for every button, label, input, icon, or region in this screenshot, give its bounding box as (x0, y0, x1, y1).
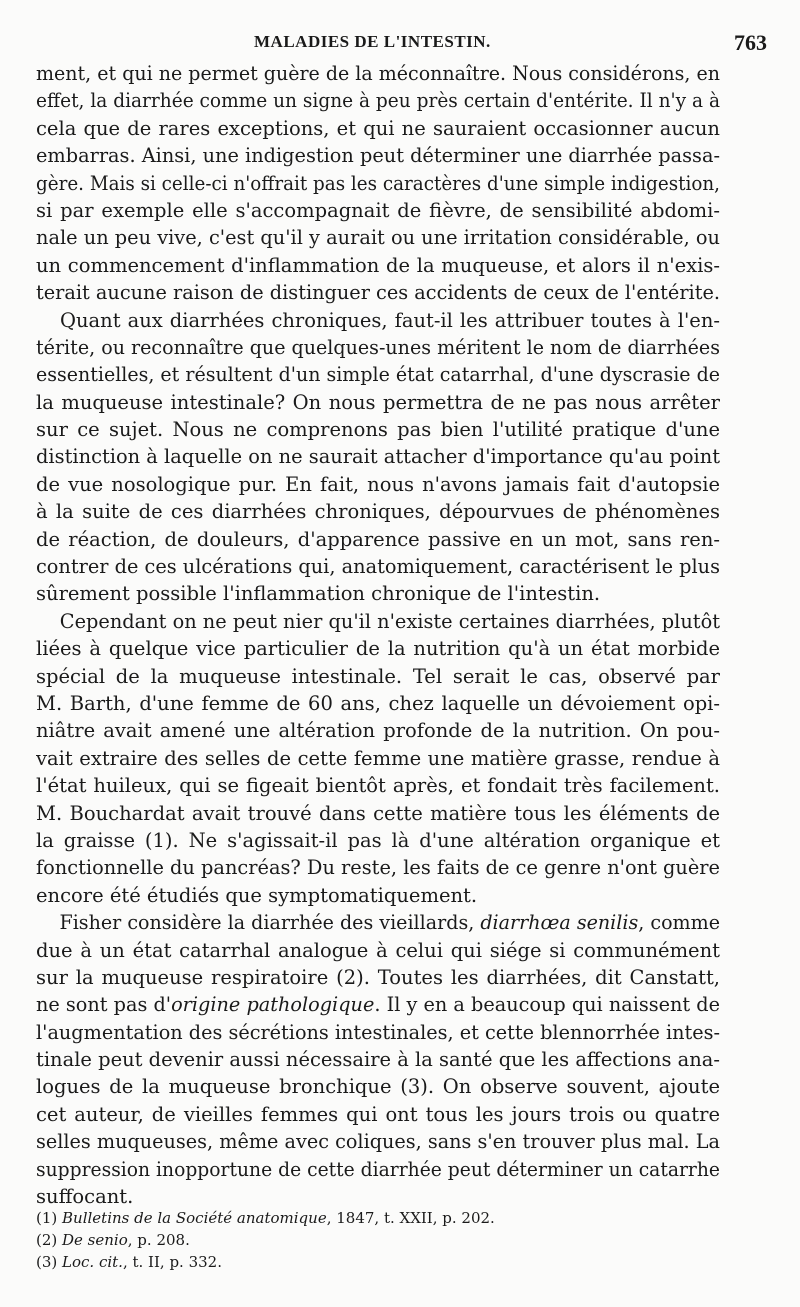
text-line-content: à la suite de ces diarrhées chroniques, dépourvues de phénomènes (36, 500, 720, 524)
text-line-content: embarras. Ainsi, une indigestion peut déterminer une diarrhée passa- (36, 144, 720, 168)
text-line-content: effet, la diarrhée comme un signe à peu près certain d'entérite. Il n'y a à (36, 89, 720, 113)
text-line (36, 279, 720, 306)
text-line (36, 224, 720, 251)
text-line (36, 772, 720, 799)
text-line (36, 60, 720, 87)
footnotes (36, 1207, 720, 1273)
text-line-content: l'état huileux, qui se figeait bientôt après, et fondait très facilement. (36, 774, 720, 798)
text-line-content: sur ce sujet. Nous ne comprenons pas bien l'utilité pratique d'une (36, 418, 720, 442)
text-line-content: térite, ou reconnaître que quelques-unes méritent le nom de diarrhées (36, 335, 720, 359)
text-line-content: M. Bouchardat avait trouvé dans cette matière tous les éléments de (36, 801, 720, 825)
text-line (36, 937, 720, 964)
text-line (36, 87, 720, 114)
text-line-content: liées à quelque vice particulier de la nutrition qu'à un état morbide (36, 637, 720, 661)
text-line (36, 827, 720, 854)
footnote: (2) De senio, p. 208. (36, 1231, 190, 1249)
text-line (36, 1073, 720, 1100)
text-line (36, 608, 720, 635)
text-line-content: terait aucune raison de distinguer ces accidents de ceux de l'entérite. (36, 281, 720, 305)
text-line-content: vait extraire des selles de cette femme une matière grasse, rendue à (36, 746, 720, 770)
text-line (36, 498, 720, 525)
text-line-content: tinale peut devenir aussi nécessaire à la santé que les affections ana- (36, 1048, 720, 1072)
text-line-content: M. Barth, d'une femme de 60 ans, chez laquelle un dévoiement opi- (36, 691, 720, 715)
text-line (36, 964, 720, 991)
text-line (36, 334, 720, 361)
text-line-content: gère. Mais si celle-ci n'offrait pas les caractères d'une simple indigestion, (36, 171, 720, 195)
text-line-content: sûrement possible l'inflammation chronique de l'intestin. (36, 582, 601, 606)
text-line (36, 580, 720, 607)
text-line (36, 170, 720, 197)
text-line-content: contrer de ces ulcérations qui, anatomiquement, caractérisent le plus (36, 555, 720, 579)
text-line-content: nale un peu vive, c'est qu'il y aurait ou une irritation considérable, ou (36, 226, 720, 250)
text-line-content: si par exemple elle s'accompagnait de fièvre, de sensibilité abdomi- (36, 198, 720, 222)
text-line (36, 115, 720, 142)
text-line-content: la muqueuse intestinale? On nous permettra de ne pas nous arrêter (36, 390, 720, 414)
text-line (36, 745, 720, 772)
text-line (36, 717, 720, 744)
text-line (36, 1046, 720, 1073)
text-line-content: Cependant on ne peut nier qu'il n'existe certaines diarrhées, plutôt (59, 609, 720, 633)
text-line (36, 690, 720, 717)
page-header (0, 30, 800, 56)
text-line-content: niâtre avait amené une altération profonde de la nutrition. On pou- (36, 719, 720, 743)
text-line-content: logues de la muqueuse bronchique (3). On observe souvent, ajoute (36, 1075, 720, 1099)
text-line-content: l'augmentation des sécrétions intestinales, et cette blennorrhée intes- (36, 1020, 720, 1044)
text-line-content: cela que de rares exceptions, et qui ne sauraient occasionner aucun (36, 116, 720, 140)
text-line (36, 389, 720, 416)
text-line-content: sur la muqueuse respiratoire (2). Toutes les diarrhées, dit Canstatt, (36, 965, 720, 989)
running-head: MALADIES DE L'INTESTIN. (254, 32, 491, 51)
text-line (36, 471, 720, 498)
text-line (36, 307, 720, 334)
text-line-content: spécial de la muqueuse intestinale. Tel serait le cas, observé par (36, 664, 720, 688)
text-line (36, 197, 720, 224)
text-line-content: encore été étudiés que symptomatiquement. (36, 883, 478, 907)
text-line (36, 142, 720, 169)
text-line-content: suppression inopportune de cette diarrhée peut déterminer un catarrhe (36, 1157, 720, 1181)
text-line (36, 361, 720, 388)
text-line (36, 909, 720, 936)
text-line (36, 663, 720, 690)
footnote: (3) Loc. cit., t. II, p. 332. (36, 1253, 222, 1271)
text-line (36, 882, 720, 909)
text-line-content: de réaction, de douleurs, d'apparence passive en un mot, sans ren- (36, 527, 720, 551)
text-line-content: Fisher considère la diarrhée des vieillards, diarrhœa senilis, comme (59, 911, 720, 935)
text-line (36, 1019, 720, 1046)
text-line-content: un commencement d'inflammation de la muqueuse, et alors il n'exis- (36, 253, 720, 277)
text-line (36, 1156, 720, 1183)
text-line (36, 1128, 720, 1155)
text-line-content: ne sont pas d'origine pathologique. Il y en a beaucoup qui naissent de (36, 993, 720, 1017)
text-line (36, 635, 720, 662)
text-line (36, 443, 720, 470)
body-text (36, 60, 720, 1210)
text-line (36, 553, 720, 580)
text-line-content: distinction à laquelle on ne saurait attacher d'importance qu'au point (36, 445, 720, 469)
text-line-content: Quant aux diarrhées chroniques, faut-il les attribuer toutes à l'en- (60, 308, 720, 332)
text-line-content: essentielles, et résultent d'un simple état catarrhal, d'une dyscrasie de (36, 363, 720, 387)
page-number: 763 (734, 30, 767, 55)
text-line-content: suffocant. (36, 1185, 134, 1209)
text-line (36, 526, 720, 553)
text-line (36, 854, 720, 881)
text-line-content: ment, et qui ne permet guère de la méconnaître. Nous considérons, en (36, 62, 720, 85)
text-line-content: fonctionnelle du pancréas? Du reste, les faits de ce genre n'ont guère (36, 856, 720, 880)
text-line (36, 252, 720, 279)
text-line (36, 991, 720, 1018)
text-line (36, 800, 720, 827)
text-line-content: de vue nosologique pur. En fait, nous n'avons jamais fait d'autopsie (36, 472, 720, 496)
text-line-content: la graisse (1). Ne s'agissait-il pas là d'une altération organique et (36, 828, 720, 852)
text-line (36, 1101, 720, 1128)
text-line-content: due à un état catarrhal analogue à celui qui siége si communément (36, 938, 720, 962)
text-line-content: selles muqueuses, même avec coliques, sans s'en trouver plus mal. La (36, 1130, 720, 1154)
footnote: (1) Bulletins de la Société anatomique, 1847, t. XXII, p. 202. (36, 1209, 495, 1227)
text-line-content: cet auteur, de vieilles femmes qui ont tous les jours trois ou quatre (36, 1102, 720, 1126)
text-line (36, 416, 720, 443)
